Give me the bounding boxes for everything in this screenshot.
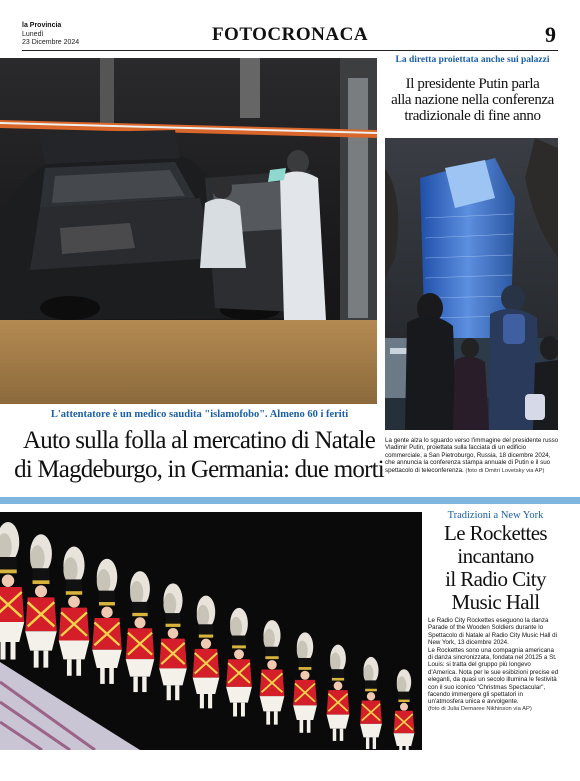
putin-kicker: La diretta proiettata anche sui palazzi bbox=[395, 55, 550, 65]
issue-date: 23 Dicembre 2024 bbox=[22, 39, 80, 46]
putin-headline-line: Il presidente Putin parla bbox=[405, 76, 540, 92]
putin-caption-text: La gente alza lo sguardo verso l'immagine del presidente russo Vladimir Putin, proiettata sulla facciata di un edificio commerciale, a San Pietroburgo, Russia, 18 dicembre 2024, che annuncia la conferenza stampa annuale di Putin e il suo spettacolo di teleconferenza. bbox=[385, 437, 559, 474]
masthead bbox=[22, 22, 558, 48]
magdeburg-headline-line: Auto sulla folla al mercatino di Natale bbox=[22, 427, 375, 454]
magdeburg-kicker: L'attentatore è un medico saudita "islamofobo". Almeno 60 i feriti bbox=[50, 409, 349, 420]
rockettes-caption-p1: Le Radio City Rockettes eseguono la danza Parade of the Wooden Soldiers durante lo Spettacolo di Natale al Radio City Music Hall di New York, 13 dicembre 2024. bbox=[428, 617, 557, 647]
issue-day: Lunedì bbox=[22, 31, 44, 38]
rockettes-caption bbox=[428, 617, 560, 713]
rockettes-headline-line: Music Hall bbox=[451, 590, 540, 614]
rockettes-headline-line: Le Rockettes bbox=[443, 521, 547, 545]
putin-caption bbox=[385, 437, 559, 475]
rockettes-kicker: Tradizioni a New York bbox=[447, 510, 544, 521]
magdeburg-car-photo bbox=[0, 58, 377, 404]
putin-headline-line: alla nazione nella conferenza bbox=[391, 92, 554, 108]
rockettes-photo-credit: (foto di Julia Demaree Nikhinson via AP) bbox=[428, 705, 532, 712]
rockettes-photo bbox=[0, 512, 422, 750]
rockettes-headline bbox=[428, 522, 563, 614]
putin-headline bbox=[385, 76, 560, 124]
section-title: FOTOCRONACA bbox=[211, 24, 369, 45]
newspaper-name: la Provincia bbox=[22, 22, 62, 29]
putin-headline-line: tradizionale di fine anno bbox=[404, 108, 541, 124]
putin-photo-credit: (foto di Dmitri Lovetsky via AP) bbox=[465, 467, 545, 474]
rockettes-headline-line: incantano bbox=[457, 544, 534, 568]
header-divider bbox=[22, 50, 558, 51]
magdeburg-headline bbox=[14, 426, 384, 484]
rockettes-caption-p2: Le Rockettes sono una compagnia americana di danza sincronizzata, fondata nel 20125 a St. Louis: si tratta del gruppo più longevo d'America. Nota per le sue esibizioni precise ed eleganti, da quasi un secolo illumina le festività con il suo iconico "Christmas Spectacular", facendo immergere gli spettatori in un'atmosfera unica e avvolgente. bbox=[428, 646, 559, 706]
section-divider-band bbox=[0, 497, 580, 504]
magdeburg-headline-line: di Magdeburgo, in Germania: due morti bbox=[14, 456, 384, 483]
page-number: 9 bbox=[545, 22, 556, 47]
putin-projection-photo bbox=[385, 138, 558, 430]
rockettes-headline-line: il Radio City bbox=[445, 567, 546, 591]
